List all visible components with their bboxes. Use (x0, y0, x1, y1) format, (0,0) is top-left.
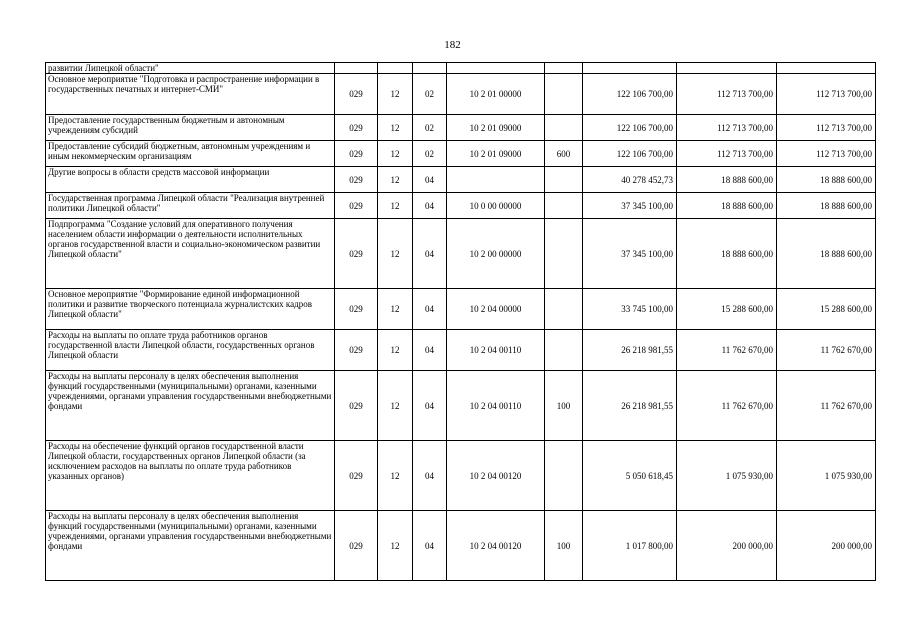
amount-year1-cell: 26 218 981,55 (583, 371, 677, 441)
subsection-code-cell: 02 (413, 115, 447, 141)
amount-year1-cell (583, 63, 677, 74)
page-number: 182 (444, 39, 461, 51)
amount-year2-cell: 18 888 600,00 (677, 167, 777, 193)
table-row (46, 511, 876, 581)
expense-name-cell: Расходы на выплаты персоналу в целях обеспечения выполнения функций государственными (муниципальными) органами, казенными учреждениями, органами управления государственными внебюджетными фондами (46, 511, 335, 581)
ministry-code-cell (335, 63, 378, 74)
amount-year2-cell: 11 762 670,00 (677, 371, 777, 441)
target-article-cell: 10 0 00 00000 (447, 193, 545, 219)
table-row (46, 289, 876, 330)
section-code-cell: 12 (378, 289, 413, 330)
expense-type-cell (545, 219, 583, 289)
section-code-cell: 12 (378, 115, 413, 141)
ministry-code-cell: 029 (335, 330, 378, 371)
subsection-code-cell: 04 (413, 511, 447, 581)
amount-year2-cell: 200 000,00 (677, 511, 777, 581)
amount-year1-cell: 122 106 700,00 (583, 74, 677, 115)
amount-year1-cell: 37 345 100,00 (583, 219, 677, 289)
amount-year3-cell: 112 713 700,00 (777, 74, 876, 115)
expense-name-cell: Основное мероприятие "Подготовка и распространение информации в государственных печатных и интернет-СМИ" (46, 74, 335, 115)
amount-year3-cell (777, 63, 876, 74)
subsection-code-cell: 04 (413, 371, 447, 441)
expense-type-cell: 600 (545, 141, 583, 167)
target-article-cell: 10 2 04 00000 (447, 289, 545, 330)
amount-year3-cell: 15 288 600,00 (777, 289, 876, 330)
amount-year2-cell: 112 713 700,00 (677, 74, 777, 115)
expense-type-cell (545, 193, 583, 219)
target-article-cell: 10 2 01 00000 (447, 74, 545, 115)
amount-year2-cell: 11 762 670,00 (677, 330, 777, 371)
expense-name-cell: Расходы на выплаты по оплате труда работников органов государственной власти Липецкой области, государственных органов Липецкой области (46, 330, 335, 371)
budget-table (45, 62, 876, 581)
subsection-code-cell: 04 (413, 330, 447, 371)
table-row (46, 141, 876, 167)
table-row (46, 74, 876, 115)
ministry-code-cell: 029 (335, 193, 378, 219)
target-article-cell: 10 2 00 00000 (447, 219, 545, 289)
expense-name-cell: Государственная программа Липецкой области "Реализация внутренней политики Липецкой области" (46, 193, 335, 219)
section-code-cell (378, 63, 413, 74)
amount-year2-cell: 18 888 600,00 (677, 193, 777, 219)
expense-type-cell (545, 74, 583, 115)
expense-type-cell (545, 115, 583, 141)
section-code-cell: 12 (378, 371, 413, 441)
expense-name-cell: Предоставление государственным бюджетным и автономным учреждениям субсидий (46, 115, 335, 141)
target-article-cell: 10 2 04 00120 (447, 441, 545, 511)
expense-name-cell: Расходы на выплаты персоналу в целях обеспечения выполнения функций государственными (муниципальными) органами, казенными учреждениями, органами управления государственными внебюджетными фондами (46, 371, 335, 441)
ministry-code-cell: 029 (335, 441, 378, 511)
amount-year1-cell: 5 050 618,45 (583, 441, 677, 511)
section-code-cell: 12 (378, 141, 413, 167)
target-article-cell (447, 63, 545, 74)
amount-year1-cell: 122 106 700,00 (583, 141, 677, 167)
amount-year1-cell: 33 745 100,00 (583, 289, 677, 330)
amount-year1-cell: 37 345 100,00 (583, 193, 677, 219)
amount-year3-cell: 1 075 930,00 (777, 441, 876, 511)
amount-year2-cell: 112 713 700,00 (677, 141, 777, 167)
target-article-cell: 10 2 01 09000 (447, 141, 545, 167)
expense-type-cell: 100 (545, 371, 583, 441)
table-row (46, 371, 876, 441)
expense-type-cell (545, 63, 583, 74)
amount-year3-cell: 18 888 600,00 (777, 193, 876, 219)
section-code-cell: 12 (378, 74, 413, 115)
ministry-code-cell: 029 (335, 511, 378, 581)
amount-year3-cell: 200 000,00 (777, 511, 876, 581)
expense-name-cell: развитии Липецкой области" (46, 63, 335, 74)
amount-year2-cell: 112 713 700,00 (677, 115, 777, 141)
amount-year2-cell: 18 888 600,00 (677, 219, 777, 289)
amount-year3-cell: 112 713 700,00 (777, 115, 876, 141)
ministry-code-cell: 029 (335, 141, 378, 167)
subsection-code-cell: 04 (413, 219, 447, 289)
amount-year1-cell: 26 218 981,55 (583, 330, 677, 371)
amount-year1-cell: 40 278 452,73 (583, 167, 677, 193)
subsection-code-cell: 02 (413, 141, 447, 167)
table-row (46, 167, 876, 193)
ministry-code-cell: 029 (335, 167, 378, 193)
target-article-cell (447, 167, 545, 193)
target-article-cell: 10 2 04 00110 (447, 371, 545, 441)
expense-name-cell: Основное мероприятие "Формирование единой информационной политики и развитие творческого потенциала журналистских кадров Липецкой области" (46, 289, 335, 330)
amount-year3-cell: 11 762 670,00 (777, 371, 876, 441)
amount-year3-cell: 112 713 700,00 (777, 141, 876, 167)
expense-type-cell (545, 289, 583, 330)
section-code-cell: 12 (378, 511, 413, 581)
amount-year3-cell: 18 888 600,00 (777, 167, 876, 193)
target-article-cell: 10 2 01 09000 (447, 115, 545, 141)
section-code-cell: 12 (378, 441, 413, 511)
expense-type-cell (545, 441, 583, 511)
section-code-cell: 12 (378, 330, 413, 371)
table-row (46, 63, 876, 74)
amount-year2-cell (677, 63, 777, 74)
amount-year3-cell: 18 888 600,00 (777, 219, 876, 289)
expense-type-cell (545, 330, 583, 371)
table-row (46, 115, 876, 141)
expense-name-cell: Подпрограмма "Создание условий для оперативного получения населением области информации о деятельности исполнительных органов государственной власти и социально-экономическом развитии Липецкой области" (46, 219, 335, 289)
amount-year2-cell: 15 288 600,00 (677, 289, 777, 330)
table-row (46, 219, 876, 289)
table-row (46, 330, 876, 371)
expense-type-cell: 100 (545, 511, 583, 581)
amount-year1-cell: 122 106 700,00 (583, 115, 677, 141)
section-code-cell: 12 (378, 167, 413, 193)
target-article-cell: 10 2 04 00120 (447, 511, 545, 581)
expense-name-cell: Предоставление субсидий бюджетным, автономным учреждениям и иным некоммерческим организациям (46, 141, 335, 167)
expense-name-cell: Расходы на обеспечение функций органов государственной власти Липецкой области, государственных органов Липецкой области (за исключением расходов на выплаты по оплате труда работников указанных органов) (46, 441, 335, 511)
ministry-code-cell: 029 (335, 371, 378, 441)
subsection-code-cell: 04 (413, 289, 447, 330)
table-row (46, 441, 876, 511)
amount-year2-cell: 1 075 930,00 (677, 441, 777, 511)
expense-name-cell: Другие вопросы в области средств массовой информации (46, 167, 335, 193)
ministry-code-cell: 029 (335, 74, 378, 115)
amount-year3-cell: 11 762 670,00 (777, 330, 876, 371)
target-article-cell: 10 2 04 00110 (447, 330, 545, 371)
subsection-code-cell: 04 (413, 193, 447, 219)
section-code-cell: 12 (378, 193, 413, 219)
amount-year1-cell: 1 017 800,00 (583, 511, 677, 581)
table-row (46, 193, 876, 219)
subsection-code-cell: 02 (413, 74, 447, 115)
ministry-code-cell: 029 (335, 289, 378, 330)
subsection-code-cell: 04 (413, 441, 447, 511)
expense-type-cell (545, 167, 583, 193)
subsection-code-cell: 04 (413, 167, 447, 193)
table-body (46, 63, 876, 581)
subsection-code-cell (413, 63, 447, 74)
ministry-code-cell: 029 (335, 219, 378, 289)
section-code-cell: 12 (378, 219, 413, 289)
ministry-code-cell: 029 (335, 115, 378, 141)
